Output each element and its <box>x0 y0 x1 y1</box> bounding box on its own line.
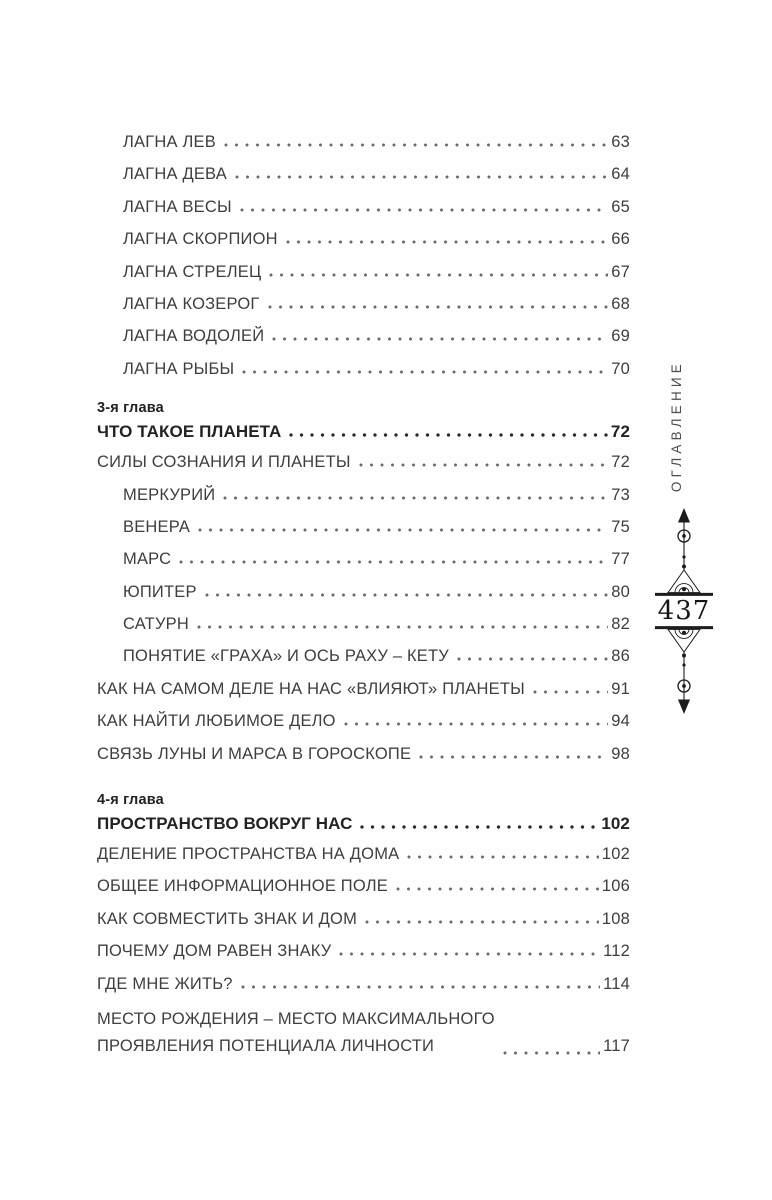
entry-page-number: 112 <box>603 942 630 961</box>
entry-page-number: 72 <box>611 453 630 472</box>
toc-row <box>97 320 630 352</box>
toc-row <box>97 418 630 446</box>
entry-title-line-1: МЕСТО РОЖДЕНИЯ – МЕСТО МАКСИМАЛЬНОГО <box>97 1009 495 1028</box>
toc-row <box>97 256 630 288</box>
entry-page-number: 75 <box>611 517 630 536</box>
toc-row <box>97 446 630 478</box>
entry-title: ЛАГНА ВЕСЫ <box>123 197 232 216</box>
folio-page-number: 437 <box>657 596 711 626</box>
dot-leader <box>419 755 608 759</box>
toc-row <box>97 353 630 385</box>
table-of-contents <box>97 126 630 1060</box>
entry-page-number: 66 <box>611 230 630 249</box>
entry-page-number: 91 <box>611 679 630 698</box>
folio-ornament <box>652 508 716 714</box>
dot-leader <box>344 722 609 726</box>
entry-title: ЛАГНА СКОРПИОН <box>123 230 278 249</box>
dot-leader <box>235 175 608 179</box>
arrow-up-ornament-icon <box>652 508 716 596</box>
entry-page-number: 82 <box>611 615 630 634</box>
toc-row <box>97 810 630 838</box>
toc-row <box>97 935 630 967</box>
entry-page-number: 67 <box>611 262 630 281</box>
chapter-label: 4-я глава <box>97 792 164 809</box>
entry-page-number: 70 <box>611 359 630 378</box>
dot-leader <box>179 560 608 564</box>
toc-row <box>97 158 630 190</box>
entry-title: МАРС <box>123 550 172 569</box>
dot-leader <box>269 273 608 277</box>
entry-page-number: 114 <box>603 974 630 993</box>
entry-page-number: 65 <box>611 197 630 216</box>
chapter-heading <box>97 791 630 838</box>
entry-title: ЛАГНА КОЗЕРОГ <box>123 294 260 313</box>
toc-row <box>97 479 630 511</box>
toc-row <box>97 738 630 770</box>
entry-title <box>97 1006 495 1060</box>
entry-title: КАК СОВМЕСТИТЬ ЗНАК И ДОМ <box>97 909 358 928</box>
arrow-down-ornament-icon <box>652 626 716 714</box>
toc-row <box>97 1000 630 1060</box>
dot-leader <box>205 593 609 597</box>
entry-page-number: 63 <box>611 133 630 151</box>
entry-page-number: 108 <box>601 909 630 928</box>
entry-page-number: 73 <box>611 485 630 504</box>
entry-title: ЧТО ТАКОЕ ПЛАНЕТА <box>97 422 282 442</box>
dot-leader <box>198 528 608 532</box>
entry-title: СИЛЫ СОЗНАНИЯ И ПЛАНЕТЫ <box>97 453 351 472</box>
entry-page-number: 98 <box>611 744 630 763</box>
dot-leader <box>268 305 609 309</box>
entry-title: ЛАГНА ЛЕВ <box>123 133 216 151</box>
entry-title: ОБЩЕЕ ИНФОРМАЦИОННОЕ ПОЛЕ <box>97 877 388 896</box>
dot-leader <box>457 657 608 661</box>
dot-leader <box>197 625 608 629</box>
dot-leader <box>286 240 609 244</box>
entry-page-number: 86 <box>611 647 630 666</box>
entry-page-number: 72 <box>610 422 630 442</box>
toc-row <box>97 126 630 158</box>
entry-title: ПРОСТРАНСТВО ВОКРУГ НАС <box>97 814 353 834</box>
entry-page-number: 77 <box>611 550 630 569</box>
dot-leader <box>242 370 608 374</box>
entry-title: КАК НА САМОМ ДЕЛЕ НА НАС «ВЛИЯЮТ» ПЛАНЕТЫ <box>97 679 525 698</box>
dot-leader <box>359 463 609 467</box>
toc-row <box>97 511 630 543</box>
dot-leader <box>272 337 608 341</box>
entry-page-number: 106 <box>601 877 630 896</box>
entry-page-number: 94 <box>611 712 630 731</box>
chapter-label: 3-я глава <box>97 400 164 417</box>
toc-row <box>97 608 630 640</box>
toc-row <box>97 903 630 935</box>
entry-title: ЛАГНА СТРЕЛЕЦ <box>123 262 262 281</box>
entry-title: СВЯЗЬ ЛУНЫ И МАРСА В ГОРОСКОПЕ <box>97 744 412 763</box>
entry-page-number: 68 <box>611 294 630 313</box>
dot-leader <box>241 985 600 989</box>
entry-page-number: 69 <box>611 327 630 346</box>
toc-row <box>97 223 630 255</box>
dot-leader <box>407 855 599 859</box>
entry-title: САТУРН <box>123 615 189 634</box>
dot-leader <box>339 952 600 956</box>
entry-title: ЛАГНА РЫБЫ <box>123 359 235 378</box>
dot-leader <box>289 433 607 437</box>
dot-leader <box>224 143 608 147</box>
chapter-heading <box>97 399 630 446</box>
entry-title: ДЕЛЕНИЕ ПРОСТРАНСТВА НА ДОМА <box>97 845 400 864</box>
entry-page-number: 102 <box>601 814 630 834</box>
toc-row <box>97 543 630 575</box>
entry-title: ЛАГНА ВОДОЛЕЙ <box>123 327 265 346</box>
toc-row <box>97 968 630 1000</box>
toc-row <box>97 576 630 608</box>
dot-leader <box>533 690 608 694</box>
dot-leader <box>503 1051 600 1055</box>
entry-title: ЛАГНА ДЕВА <box>123 165 227 184</box>
running-head-vertical: ОГЛАВЛЕНИЕ <box>669 360 684 493</box>
dot-leader <box>365 920 599 924</box>
entry-title: ЮПИТЕР <box>123 582 197 601</box>
toc-row <box>97 870 630 902</box>
toc-row <box>97 191 630 223</box>
entry-title: ГДЕ МНЕ ЖИТЬ? <box>97 974 233 993</box>
entry-title: МЕРКУРИЙ <box>123 485 216 504</box>
entry-title: КАК НАЙТИ ЛЮБИМОЕ ДЕЛО <box>97 712 336 731</box>
toc-row <box>97 673 630 705</box>
dot-leader <box>223 496 608 500</box>
entry-title: ПОНЯТИЕ «ГРАХА» И ОСЬ РАХУ – КЕТУ <box>123 647 449 666</box>
toc-row <box>97 705 630 737</box>
entry-title-line-2: ПРОЯВЛЕНИЯ ПОТЕНЦИАЛА ЛИЧНОСТИ <box>97 1036 435 1055</box>
entry-page-number: 64 <box>611 165 630 184</box>
entry-title: ПОЧЕМУ ДОМ РАВЕН ЗНАКУ <box>97 942 332 961</box>
entry-page-number: 102 <box>601 845 630 864</box>
toc-row <box>97 640 630 672</box>
dot-leader <box>240 208 608 212</box>
entry-title: ВЕНЕРА <box>123 517 191 536</box>
entry-page-number: 80 <box>611 582 630 601</box>
toc-row <box>97 838 630 870</box>
entry-page-number: 117 <box>603 1036 630 1055</box>
dot-leader <box>396 887 599 891</box>
toc-row <box>97 288 630 320</box>
dot-leader <box>360 825 598 829</box>
